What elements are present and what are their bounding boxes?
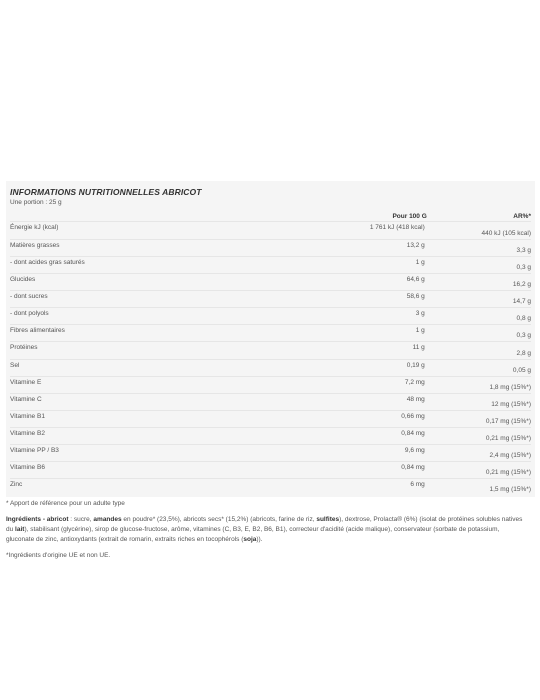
table-row: [10, 445, 531, 462]
nutrient-name: - dont acides gras saturés: [10, 257, 255, 274]
value-ar: 3,3 g: [427, 240, 531, 257]
value-per-100g: 1 g: [255, 257, 427, 274]
ingredients-part: ), stabilisant (glycérine), sirop de glucose-fructose, arôme, vitamines (C, B3, E, B2, B6, B1), correcteur d'acidité (acide malique), conservateur (sorbate de potassium, gluconate de zinc, antioxydants (extrait de romarin, extraits riches en tocophérols (: [6, 526, 500, 543]
value-per-100g: 0,66 mg: [255, 411, 427, 428]
header-per-100g: Pour 100 G: [392, 212, 427, 220]
value-per-100g: 13,2 g: [255, 240, 427, 257]
table-row: [10, 240, 531, 257]
value-per-100g: 64,6 g: [255, 274, 427, 291]
value-ar: 0,21 mg (15%*): [427, 428, 531, 445]
nutrient-name: Protéines: [10, 342, 255, 360]
value-per-100g: 1 g: [255, 325, 427, 342]
table-row: [10, 342, 531, 360]
value-per-100g: 11 g: [255, 342, 427, 360]
table-header-row: [10, 211, 531, 222]
ingredients-part: )).: [256, 536, 263, 543]
ingredients-part: : sucre,: [68, 516, 94, 523]
allergen-soja: soja: [243, 536, 257, 543]
value-ar: 0,05 g: [427, 360, 531, 377]
table-row: [10, 411, 531, 428]
nutrition-table-body: [10, 222, 531, 496]
value-ar: 12 mg (15%*): [427, 394, 531, 411]
value-ar: 0,3 g: [427, 257, 531, 274]
header-nutrient: [10, 211, 255, 222]
nutrient-name: Zinc: [10, 479, 255, 496]
nutrient-name: Vitamine E: [10, 377, 255, 394]
nutrient-name: Vitamine C: [10, 394, 255, 411]
value-ar: 14,7 g: [427, 291, 531, 308]
value-ar: 1,8 mg (15%*): [427, 377, 531, 394]
value-ar: 0,21 mg (15%*): [427, 462, 531, 479]
nutrient-name: Fibres alimentaires: [10, 325, 255, 342]
table-row: [10, 462, 531, 479]
allergen-amandes: amandes: [93, 516, 122, 523]
value-ar: 440 kJ (105 kcal): [427, 222, 531, 240]
nutrition-card: [6, 181, 535, 497]
ingredients-text: [6, 511, 526, 545]
value-per-100g: 9,6 mg: [255, 445, 427, 462]
table-row: [10, 291, 531, 308]
value-per-100g: 48 mg: [255, 394, 427, 411]
nutrition-section: [6, 181, 535, 559]
value-ar: 2,4 mg (15%*): [427, 445, 531, 462]
value-ar: 0,8 g: [427, 308, 531, 325]
value-ar: 0,17 mg (15%*): [427, 411, 531, 428]
nutrient-name: Vitamine B2: [10, 428, 255, 445]
reference-note: * Apport de référence pour un adulte type: [6, 500, 125, 507]
nutrient-name: Glucides: [10, 274, 255, 291]
table-row: [10, 222, 531, 240]
value-per-100g: 58,6 g: [255, 291, 427, 308]
value-per-100g: 1 761 kJ (418 kcal): [255, 222, 427, 240]
nutrient-name: Sel: [10, 360, 255, 377]
nutrient-name: - dont sucres: [10, 291, 255, 308]
value-ar: 16,2 g: [427, 274, 531, 291]
portion-size: Une portion : 25 g: [10, 199, 62, 206]
value-per-100g: 7,2 mg: [255, 377, 427, 394]
value-ar: 0,3 g: [427, 325, 531, 342]
table-row: [10, 257, 531, 274]
ingredients-part: en poudre* (23,5%), abricots secs* (15,2%) (abricots, farine de riz,: [121, 516, 317, 523]
table-row: [10, 479, 531, 496]
nutrient-name: Vitamine B1: [10, 411, 255, 428]
header-ar: AR%*: [513, 212, 531, 220]
value-per-100g: 3 g: [255, 308, 427, 325]
allergen-lait: lait: [15, 526, 25, 533]
table-row: [10, 360, 531, 377]
ingredients-part: ), dextrose, Prolacta® (6%) (isolat de protéines solubles natives du: [6, 516, 523, 533]
table-row: [10, 308, 531, 325]
allergen-sulfites: sulfites: [316, 516, 340, 523]
nutrient-name: - dont polyols: [10, 308, 255, 325]
value-per-100g: 6 mg: [255, 479, 427, 496]
origin-note: *Ingrédients d'origine UE et non UE.: [6, 552, 111, 559]
value-per-100g: 0,19 g: [255, 360, 427, 377]
value-per-100g: 0,84 mg: [255, 462, 427, 479]
table-row: [10, 377, 531, 394]
table-row: [10, 394, 531, 411]
table-row: [10, 428, 531, 445]
value-per-100g: 0,84 mg: [255, 428, 427, 445]
ingredients-label: Ingrédients - abricot: [6, 516, 69, 523]
value-ar: 2,8 g: [427, 342, 531, 360]
nutrient-name: Énergie kJ (kcal): [10, 222, 255, 240]
nutrient-name: Vitamine B6: [10, 462, 255, 479]
section-title: INFORMATIONS NUTRITIONNELLES ABRICOT: [10, 187, 202, 197]
table-row: [10, 325, 531, 342]
nutrient-name: Matières grasses: [10, 240, 255, 257]
value-ar: 1,5 mg (15%*): [427, 479, 531, 496]
nutrition-table: [10, 211, 531, 495]
table-row: [10, 274, 531, 291]
nutrient-name: Vitamine PP / B3: [10, 445, 255, 462]
